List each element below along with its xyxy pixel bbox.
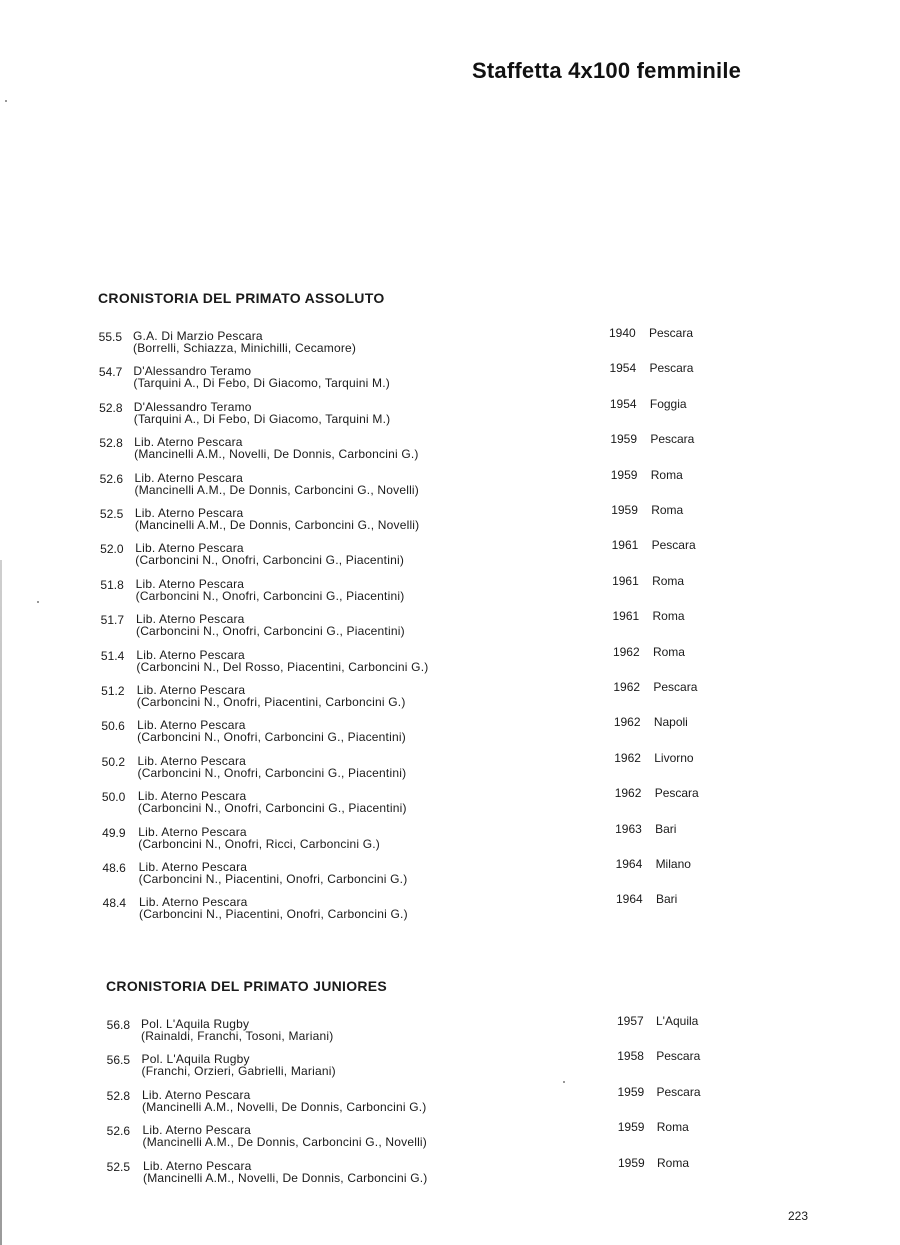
record-team: (Mancinelli A.M., De Donnis, Carboncini G., Novelli) [134,518,420,532]
record-team: (Carboncini N., Onofri, Carboncini G., Piacentini) [137,765,407,780]
record-team: (Carboncini N., Piacentini, Onofri, Carboncini G.) [138,872,408,886]
record-club: Lib. Aterno Pescara [134,435,243,450]
record-club: Lib. Aterno Pescara [137,718,246,733]
record-club: D'Alessandro Teramo [133,364,252,379]
record-time: 50.6 [101,719,125,734]
record-place: Pescara [650,432,695,447]
record-row [0,892,900,927]
record-place: Pescara [651,538,696,553]
record-time: 56.8 [106,1018,130,1032]
record-row [0,1049,900,1084]
record-club: D'Alessandro Teramo [133,399,252,414]
record-row [0,680,900,715]
record-time: 52.6 [106,1124,130,1139]
record-place: Roma [650,467,683,482]
record-year: 1940 [609,326,636,340]
record-time: 52.0 [100,542,124,557]
record-place: Roma [656,1120,689,1135]
record-team: (Tarquini A., Di Febo, Di Giacomo, Tarquini M.) [133,376,390,391]
record-team: (Rainaldi, Franchi, Tosoni, Mariani) [141,1029,334,1043]
record-team: (Carboncini N., Onofri, Carboncini G., Piacentini) [136,624,405,639]
record-team: (Tarquini A., Di Febo, Di Giacomo, Tarquini M.) [133,411,391,426]
record-club: Lib. Aterno Pescara [136,612,245,627]
record-row [0,1085,900,1120]
record-year: 1963 [615,821,642,836]
record-row [0,1156,900,1191]
record-team: (Carboncini N., Onofri, Carboncini G., Piacentini) [137,801,407,816]
record-team: (Carboncini N., Onofri, Carboncini G., Piacentini) [135,588,405,603]
record-club: Lib. Aterno Pescara [142,1123,252,1138]
record-year: 1959 [610,467,638,482]
record-year: 1962 [613,680,641,694]
record-place: Pescara [653,680,698,694]
record-time: 56.5 [106,1053,130,1068]
record-year: 1964 [616,892,643,907]
record-row [0,751,900,786]
record-club: Lib. Aterno Pescara [138,824,247,839]
record-row [0,538,900,573]
record-row [0,715,900,750]
record-place: Pescara [656,1049,701,1064]
record-time: 51.2 [101,684,125,698]
record-year: 1959 [611,503,638,517]
record-club: Lib. Aterno Pescara [136,647,245,662]
record-year: 1964 [615,857,643,871]
section-heading-juniores: CRONISTORIA DEL PRIMATO JUNIORES [106,978,388,994]
record-year: 1959 [617,1120,645,1135]
record-year: 1962 [614,786,642,801]
record-year: 1961 [612,573,639,588]
record-row [0,786,900,821]
record-row [0,397,900,432]
record-year: 1961 [612,609,640,624]
record-time: 51.4 [100,648,125,663]
record-place: Roma [652,609,685,624]
record-club: Lib. Aterno Pescara [135,541,244,556]
record-row [0,857,900,892]
record-club: Lib. Aterno Pescara [142,1087,251,1102]
scan-speck [5,100,7,102]
record-team: (Franchi, Orzieri, Gabrielli, Mariani) [141,1064,336,1079]
record-club: Lib. Aterno Pescara [134,506,244,520]
record-row [0,574,900,609]
record-row [0,503,900,538]
record-time: 55.5 [98,330,122,344]
record-place: Roma [657,1155,690,1170]
record-time: 52.8 [99,400,123,415]
record-time: 50.2 [101,754,125,769]
record-place: Pescara [654,786,699,801]
record-row [0,468,900,503]
record-time: 48.4 [102,896,126,911]
record-year: 1954 [609,396,637,411]
record-place: Pescara [656,1084,701,1099]
record-time: 52.5 [99,507,124,521]
record-time: 52.8 [99,436,123,451]
record-year: 1959 [618,1155,645,1170]
record-place: Foggia [649,396,687,411]
record-club: Lib. Aterno Pescara [143,1158,252,1173]
record-place: Pescara [649,361,694,376]
record-place: Roma [652,644,685,659]
record-year: 1959 [610,432,638,447]
record-time: 51.7 [100,613,124,628]
record-club: Lib. Aterno Pescara [137,789,247,804]
record-row [0,822,900,857]
record-team: (Carboncini N., Onofri, Piacentini, Carboncini G.) [136,695,406,709]
page-title: Staffetta 4x100 femminile [472,58,742,83]
record-time: 48.6 [102,861,126,875]
record-place: Pescara [649,326,694,340]
record-club: Lib. Aterno Pescara [134,470,244,485]
record-time: 52.5 [106,1159,130,1174]
record-row [0,361,900,396]
record-place: Milano [655,857,691,871]
record-time: 54.7 [98,365,123,380]
record-club: Lib. Aterno Pescara [138,860,248,874]
record-team: (Mancinelli A.M., De Donnis, Carboncini G., Novelli) [134,482,419,497]
record-place: L'Aquila [656,1014,699,1028]
record-row [0,326,900,361]
record-place: Livorno [654,750,694,765]
record-time: 50.0 [101,790,126,805]
record-time: 49.9 [102,825,126,840]
record-club: Pol. L'Aquila Rugby [141,1017,250,1031]
record-team: (Carboncini N., Onofri, Ricci, Carboncini G.) [138,836,380,851]
record-row [0,432,900,467]
record-place: Napoli [653,715,688,730]
record-team: (Carboncini N., Del Rosso, Piacentini, Carboncini G.) [136,659,429,674]
record-year: 1962 [614,750,641,765]
record-team: (Borrelli, Schiazza, Minichilli, Cecamore) [133,341,357,355]
record-team: (Carboncini N., Piacentini, Onofri, Carboncini G.) [139,907,408,922]
record-row [0,1014,900,1049]
record-row [0,1120,900,1155]
record-time: 52.6 [99,471,123,486]
record-year: 1959 [617,1084,645,1099]
record-team: (Mancinelli A.M., Novelli, De Donnis, Carboncini G.) [143,1170,428,1185]
record-year: 1962 [613,715,641,730]
record-place: Bari [655,821,677,836]
page-number: 223 [788,1209,809,1223]
record-row [0,645,900,680]
record-year: 1961 [611,538,639,553]
record-club: Lib. Aterno Pescara [135,576,245,591]
record-time: 51.8 [100,577,124,592]
record-team: (Carboncini N., Onofri, Carboncini G., Piacentini) [137,730,406,745]
record-place: Roma [651,503,684,517]
record-place: Roma [652,573,685,588]
record-year: 1958 [617,1049,644,1064]
record-club: Pol. L'Aquila Rugby [141,1052,250,1067]
record-team: (Mancinelli A.M., De Donnis, Carboncini G., Novelli) [142,1135,427,1150]
section-heading-assoluto: CRONISTORIA DEL PRIMATO ASSOLUTO [98,290,385,306]
record-team: (Carboncini N., Onofri, Carboncini G., Piacentini) [135,553,405,568]
record-time: 52.8 [106,1088,130,1103]
record-club: G.A. Di Marzio Pescara [133,329,263,343]
record-club: Lib. Aterno Pescara [137,753,247,768]
record-club: Lib. Aterno Pescara [136,683,246,697]
record-place: Bari [656,892,678,907]
record-team: (Mancinelli A.M., Novelli, De Donnis, Carboncini G.) [134,447,419,462]
record-year: 1954 [609,361,637,376]
record-row [0,609,900,644]
record-year: 1957 [617,1014,644,1028]
record-team: (Mancinelli A.M., Novelli, De Donnis, Carboncini G.) [142,1099,427,1114]
record-year: 1962 [612,644,640,659]
record-club: Lib. Aterno Pescara [139,895,248,910]
